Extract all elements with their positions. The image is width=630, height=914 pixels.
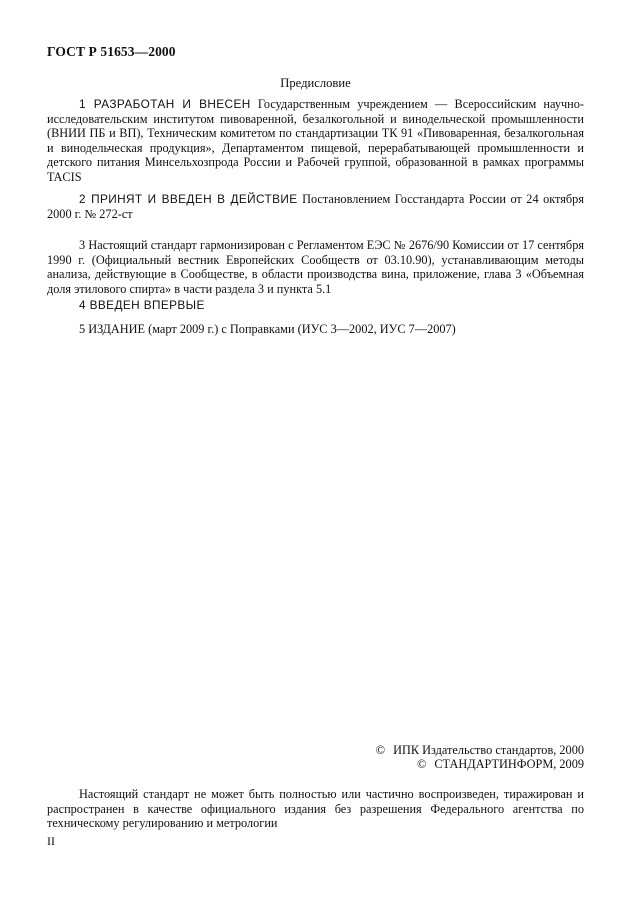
paragraph-4: [47, 298, 584, 313]
paragraph-2-lead: 2 ПРИНЯТ И ВВЕДЕН В ДЕЙСТВИЕ: [79, 192, 298, 206]
reproduction-notice: Настоящий стандарт не может быть полностью или частично воспроизведен, тиражирован и распространен в качестве официального издания без разрешения Федерального агентства по техническому регулированию и метрологии: [47, 787, 584, 830]
document-page: [47, 0, 584, 914]
paragraph-3-text: 3 Настоящий стандарт гармонизирован с Регламентом ЕЭС № 2676/90 Комиссии от 17 сентября 1990 г. (Официальный вестник Европейских Сообществ от 03.10.90), устанавливающим методы анализа, действующие в Сообществе, в области производства вина, приложение, глава 3 «Объемная доля этилового спирта» в части раздела 3 и пункта 5.1: [47, 238, 584, 296]
paragraph-4-lead: 4 ВВЕДЕН ВПЕРВЫЕ: [79, 298, 205, 312]
copyright-text-2: СТАНДАРТИНФОРМ, 2009: [434, 756, 584, 771]
paragraph-2: [47, 192, 584, 221]
paragraph-1-text: Государственным учреждением — Всероссийским научно-исследовательским институтом пивоваренной, безалкогольной и винодельческой промышленности (ВНИИ ПБ и ВП), Техническим комитетом по стандартизации ТК 91 «Пивоваренная, безалкогольная и винодельческая продукция», Департаментом пищевой, перерабатывающей промышленности и детского питания Минсельхозпрода России и Рабочей группой, образованной в рамках программы TACIS: [47, 97, 585, 184]
paragraph-1: [47, 97, 584, 184]
page-number: II: [47, 834, 55, 848]
section-title: Предисловие: [280, 76, 351, 90]
paragraph-5: [47, 322, 584, 337]
document-header: ГОСТ Р 51653—2000: [47, 44, 176, 59]
copyright-icon: ©: [375, 743, 386, 757]
copyright-text-1: ИПК Издательство стандартов, 2000: [393, 743, 584, 757]
paragraph-5-text: 5 ИЗДАНИЕ (март 2009 г.) с Поправками (ИУС 3—2002, ИУС 7—2007): [79, 322, 456, 336]
paragraph-1-lead: 1 РАЗРАБОТАН И ВНЕСЕН: [79, 97, 251, 111]
paragraph-3: [47, 238, 584, 296]
copyright-line-2: [376, 758, 584, 772]
copyright-block: [376, 744, 584, 771]
copyright-icon: ©: [417, 756, 427, 771]
copyright-line-1: [376, 744, 584, 758]
paragraph-2-text: Постановлением Госстандарта России от 24 октября 2000 г. № 272-ст: [47, 192, 584, 221]
